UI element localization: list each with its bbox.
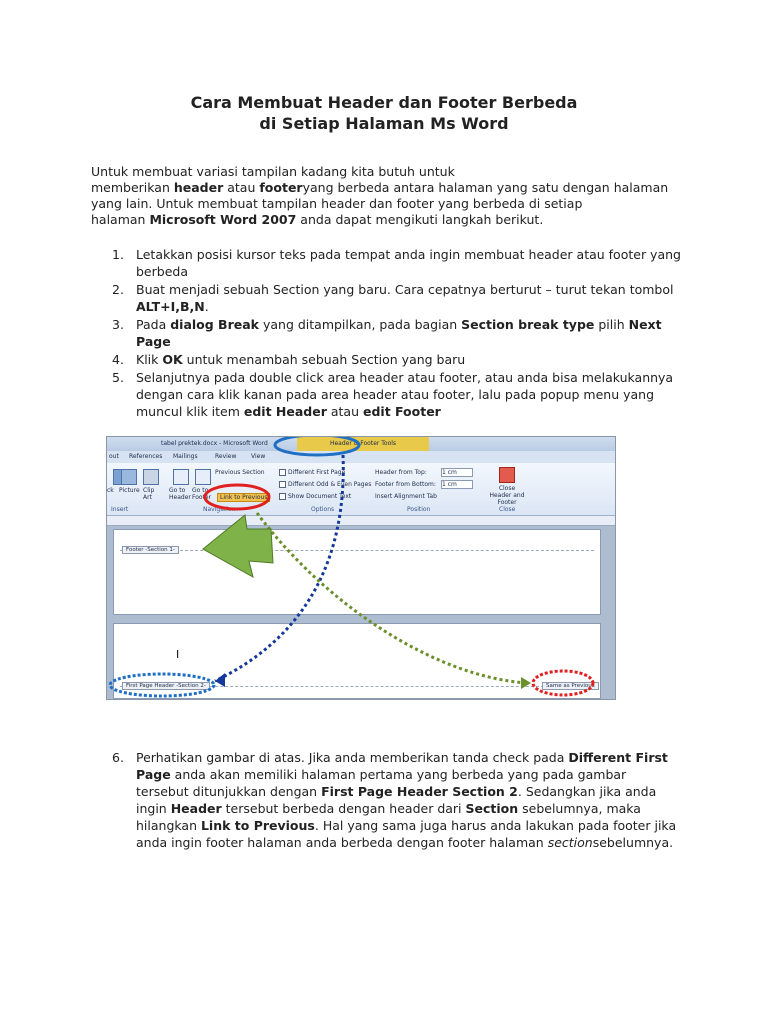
previous-section-button[interactable]: Previous Section (215, 469, 265, 476)
header-from-top-label: Header from Top: (375, 469, 427, 476)
header-from-top-input[interactable]: 1 cm (441, 468, 473, 477)
steps-list (91, 246, 681, 421)
go-to-header-label: Go to Header (169, 487, 191, 501)
red-highlight-circle (205, 485, 269, 509)
list-item: 2. Buat menjadi sebuah Section yang baru. Cara cepatnya berturut – turut tekan tombol ALT+I,B,N. (112, 282, 674, 314)
green-arrowhead (521, 677, 531, 689)
intro-line: memberikan header atau footeryang berbeda antara halaman yang satu dengan halaman (91, 180, 669, 195)
blue-arrowhead (215, 673, 225, 687)
header-footer-tools-label: Header & Footer Tools (297, 437, 429, 451)
different-odd-even-option[interactable]: Different Odd & Even Pages (279, 481, 371, 488)
first-page-header-section-2-tag: First Page Header -Section 2- (122, 682, 210, 690)
list-item: 6. Perhatikan gambar di atas. Jika anda memberikan tanda check pada Different First Page anda akan memiliki halaman pertama yang berbeda yang pada gambar tersebut ditunjukkan dengan First Page Header Section 2. Sedangkan jika anda ingin Header tersebut berbeda dengan header dari Section sebelumnya, maka hilangkan Link to Previous. Hal yang sama juga harus anda lakukan pada footer jika anda ingin footer halaman anda berbeda dengan footer halaman sectionsebelumnya. (112, 750, 677, 850)
group-options-label: Options (311, 506, 335, 513)
intro-line: halaman Microsoft Word 2007 anda dapat mengikuti langkah berikut. (91, 212, 544, 227)
green-dotted-arrow (257, 513, 527, 683)
tab-layout[interactable]: out (109, 453, 119, 460)
footer-from-bottom-input[interactable]: 1 cm (441, 480, 473, 489)
go-to-footer-label: Go to Footer (192, 487, 212, 501)
list-item: 1. Letakkan posisi kursor teks pada tempat anda ingin membuat header atau footer yang berbeda (112, 247, 681, 279)
intro-paragraph (91, 164, 681, 228)
different-first-page-option[interactable]: Different First Page (279, 469, 345, 476)
group-insert-label: Insert (111, 506, 129, 513)
clip-art-label: Clip Art (143, 487, 155, 501)
same-as-previous-tag: Same as Previous (542, 682, 599, 690)
show-document-text-option[interactable]: Show Document Text (279, 493, 351, 500)
list-item: 5. Selanjutnya pada double click area header atau footer, atau anda bisa melakukannya dengan cara klik kanan pada area header atau footer, lalu pada popup menu yang muncul klik item edit Header atau edit Footer (112, 370, 674, 419)
link-to-previous-button[interactable]: Link to Previous (217, 493, 270, 502)
tab-mailings[interactable]: Mailings (173, 453, 198, 460)
tab-view[interactable]: View (251, 453, 266, 460)
tab-references[interactable]: References (129, 453, 163, 460)
insert-alignment-tab-button[interactable]: Insert Alignment Tab (375, 493, 437, 500)
blue-highlight-circle (275, 437, 359, 455)
text-cursor: I (176, 648, 180, 661)
page-title (0, 92, 768, 134)
tab-review[interactable]: Review (215, 453, 237, 460)
intro-line: yang lain. Untuk membuat tampilan header dan footer yang berbeda di setiap (91, 196, 583, 211)
green-pointer-arrow (203, 515, 273, 577)
quick-parts-label: ck (107, 487, 114, 494)
blue-highlight-circle-bottom (110, 674, 214, 696)
group-close-label: Close (499, 506, 516, 513)
word-ribbon-screenshot (106, 436, 616, 700)
title-line-2: di Setiap Halaman Ms Word (259, 114, 509, 133)
list-item: 3. Pada dialog Break yang ditampilkan, pada bagian Section break type pilih Next Page (112, 317, 662, 349)
group-position-label: Position (407, 506, 431, 513)
red-highlight-circle-bottom (533, 671, 593, 695)
annotation-overlay (107, 437, 615, 699)
footer-from-bottom-label: Footer from Bottom: (375, 481, 436, 488)
steps-list-continued (91, 749, 681, 852)
list-item: 4. Klik OK untuk menambah sebuah Section yang baru (112, 352, 466, 367)
window-title: tabel prektek.docx - Microsoft Word (161, 440, 268, 447)
intro-line: Untuk membuat variasi tampilan kadang kita butuh untuk (91, 164, 455, 179)
title-line-1: Cara Membuat Header dan Footer Berbeda (190, 93, 578, 112)
picture-label: Picture (119, 487, 140, 494)
group-navigation-label: Navigation (203, 506, 236, 513)
close-header-footer-button[interactable]: Close Header and Footer (489, 485, 525, 506)
footer-section-1-tag: Footer -Section 1- (122, 546, 179, 554)
blue-dotted-arrow (215, 455, 343, 681)
